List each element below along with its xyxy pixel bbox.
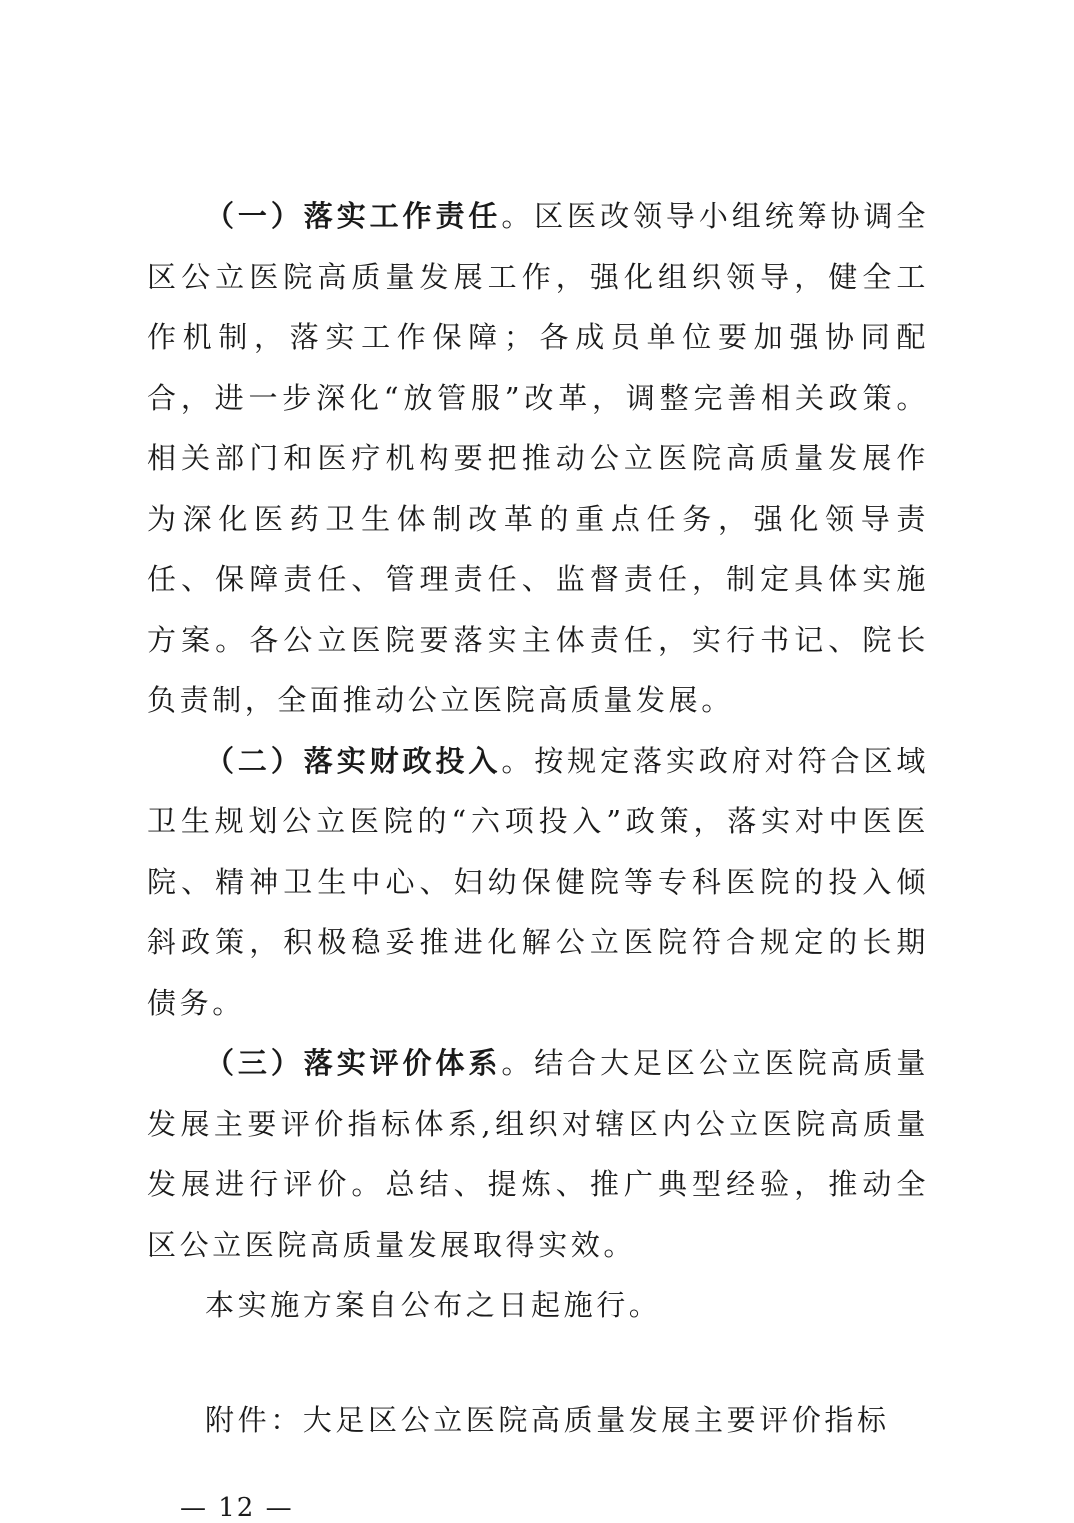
section-heading: （三）落实评价体系: [205, 1046, 502, 1080]
document-body: [147, 186, 929, 1450]
section-heading: （一）落实工作责任: [205, 199, 502, 233]
section-responsibility: [147, 186, 929, 731]
attachment-note: 附件：大足区公立医院高质量发展主要评价指标: [205, 1402, 890, 1437]
page-number: — 12 —: [180, 1493, 294, 1523]
section-text: 。结合大足区公立医院高质量发展主要评价指标体系,组织对辖区内公立医院高质量发展进行评价。总结、提炼、推广典型经验，推动全区公立医院高质量发展取得实效。: [147, 1046, 929, 1262]
section-heading: （二）落实财政投入: [205, 743, 502, 778]
section-evaluation: [147, 1033, 929, 1275]
section-finance: [147, 731, 929, 1034]
closing-statement: 本实施方案自公布之日起施行。: [205, 1288, 662, 1322]
section-text: 。区医改领导小组统筹协调全区公立医院高质量发展工作，强化组织领导，健全工作机制，落实工作保障；各成员单位要加强协同配合，进一步深化“放管服”改革，调整完善相关政策。相关部门和医疗机构要把推动公立医院高质量发展作为深化医药卫生体制改革的重点任务，强化领导责任、保障责任、管理责任、监督责任，制定具体实施方案。各公立医院要落实主体责任，实行书记、院长负责制，全面推动公立医院高质量发展。: [147, 199, 929, 717]
section-text: 。按规定落实政府对符合区域卫生规划公立医院的“六项投入”政策，落实对中医医院、精神卫生中心、妇幼保健院等专科医院的投入倾斜政策，积极稳妥推进化解公立医院符合规定的长期债务。: [147, 743, 929, 1020]
